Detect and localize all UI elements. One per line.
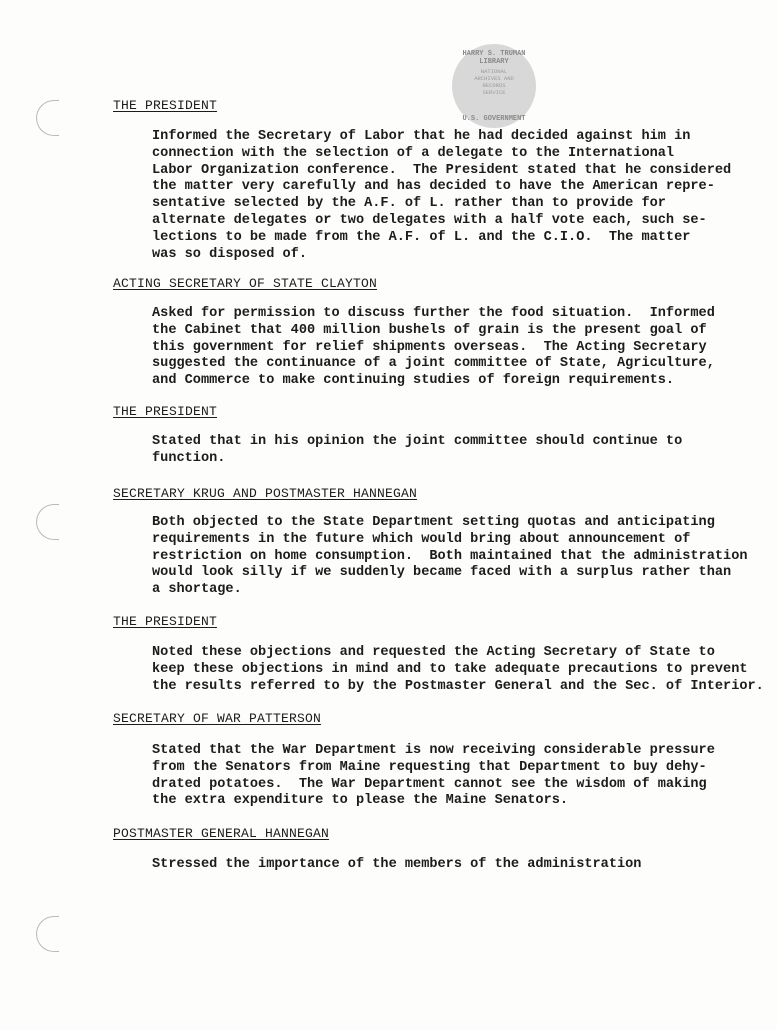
stamp-inner-line: RECORDS — [482, 82, 506, 89]
text-line: the extra expenditure to please the Maine Senators. — [152, 793, 569, 809]
text-line: restriction on home consumption. Both maintained that the administration — [152, 548, 748, 564]
stamp-inner-line: NATIONAL — [480, 68, 508, 75]
section-paragraph — [152, 129, 752, 263]
text-line: connection with the selection of a delegate to the International — [152, 145, 675, 161]
text-line: would look silly if we suddenly became faced with a surplus rather than — [152, 565, 732, 581]
text-line: and Commerce to make continuing studies of foreign requirements. — [152, 373, 675, 389]
text-line: suggested the continuance of a joint committee of State, Agriculture, — [152, 356, 715, 372]
section-paragraph — [152, 857, 752, 874]
speaker-heading: SECRETARY OF WAR PATTERSON — [113, 711, 322, 726]
archive-stamp — [452, 44, 536, 128]
text-line: lections to be made from the A.F. of L. and the C.I.O. The matter — [152, 229, 691, 245]
speaker-heading: THE PRESIDENT — [113, 404, 218, 419]
text-line: keep these objections in mind and to take adequate precautions to prevent — [152, 661, 748, 677]
section-paragraph — [152, 434, 752, 468]
stamp-bottom-text: U.S. GOVERNMENT — [462, 115, 526, 123]
stamp-top-text: HARRY S. TRUMAN LIBRARY — [462, 50, 526, 66]
text-line: requirements in the future which would bring about announcement of — [152, 531, 691, 547]
text-line: from the Senators from Maine requesting that Department to buy dehy- — [152, 759, 707, 775]
text-line: Labor Organization conference. The President stated that he considered — [152, 162, 732, 178]
text-line: the results referred to by the Postmaster General and the Sec. of Interior. — [152, 678, 764, 694]
speaker-heading: POSTMASTER GENERAL HANNEGAN — [113, 826, 330, 841]
punch-hole — [36, 916, 59, 952]
text-line: sentative selected by the A.F. of L. rather than to provide for — [152, 196, 666, 212]
text-line: function. — [152, 450, 226, 466]
text-line: Informed the Secretary of Labor that he had decided against him in — [152, 129, 691, 144]
text-line: this government for relief shipments overseas. The Acting Secretary — [152, 339, 707, 355]
text-line: was so disposed of. — [152, 246, 307, 262]
stamp-inner-line: ARCHIVES AND — [474, 75, 514, 82]
text-line: Stated that in his opinion the joint committee should continue to — [152, 434, 683, 449]
text-line: Noted these objections and requested the Acting Secretary of State to — [152, 645, 715, 660]
punch-hole — [36, 504, 59, 540]
text-line: drated potatoes. The War Department cannot see the wisdom of making — [152, 776, 707, 792]
speaker-heading: THE PRESIDENT — [113, 98, 218, 113]
stamp-inner-line: SERVICE — [482, 89, 506, 96]
text-line: the matter very carefully and has decided to have the American repre- — [152, 179, 715, 195]
text-line: a shortage. — [152, 582, 242, 598]
text-line: the Cabinet that 400 million bushels of grain is the present goal of — [152, 322, 707, 338]
section-paragraph — [152, 306, 752, 390]
section-paragraph — [152, 743, 752, 810]
text-line: alternate delegates or two delegates with a half vote each, such se- — [152, 212, 707, 228]
speaker-heading: THE PRESIDENT — [113, 614, 218, 629]
text-line: Stressed the importance of the members of the administration — [152, 857, 642, 872]
stamp-inner — [469, 64, 519, 108]
speaker-heading: ACTING SECRETARY OF STATE CLAYTON — [113, 276, 378, 291]
punch-hole — [36, 100, 59, 136]
text-line: Stated that the War Department is now receiving considerable pressure — [152, 743, 715, 758]
speaker-heading: SECRETARY KRUG AND POSTMASTER HANNEGAN — [113, 486, 418, 501]
text-line: Both objected to the State Department setting quotas and anticipating — [152, 515, 715, 530]
text-line: Asked for permission to discuss further the food situation. Informed — [152, 306, 715, 321]
section-paragraph — [152, 515, 752, 599]
section-paragraph — [152, 645, 764, 695]
